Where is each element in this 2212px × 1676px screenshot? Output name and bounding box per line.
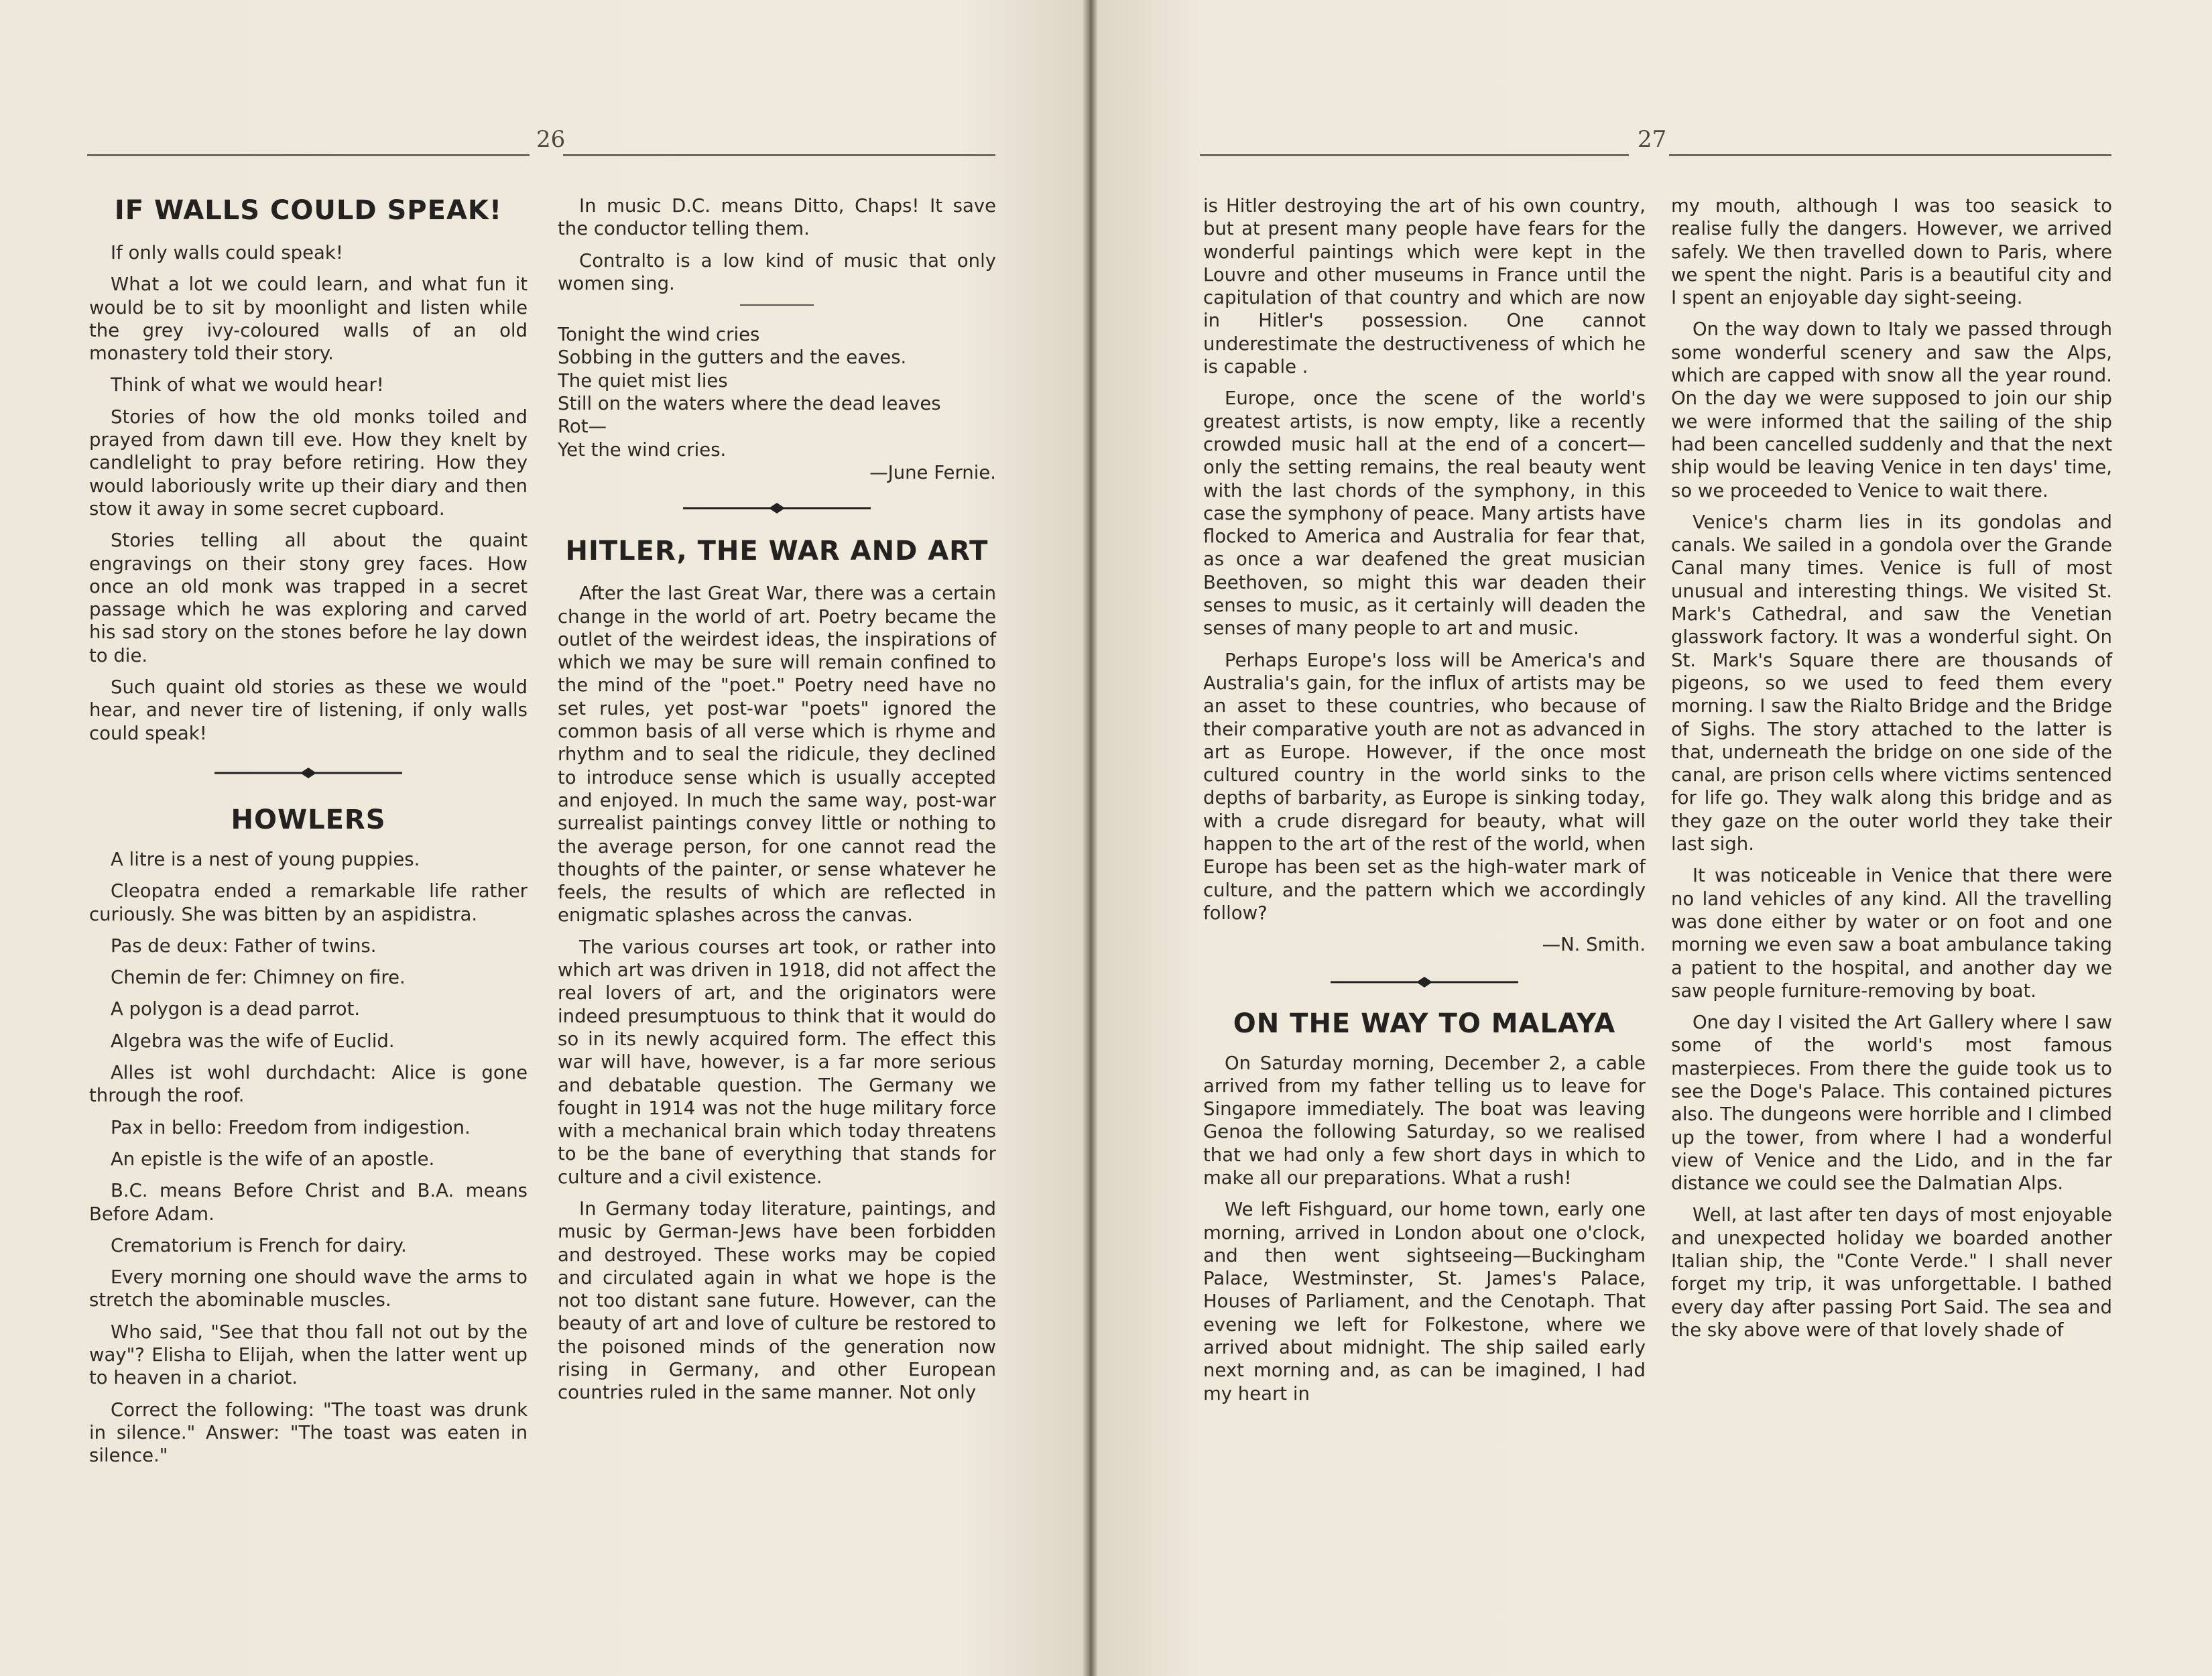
malaya-paragraph: It was noticeable in Venice that there were no land vehicles of any kind. All the travelling was done either by water or on foot and one morning we even saw a boat ambulance taking a patient to the hospital, and another day we saw people furniture-removing by boat. bbox=[1671, 865, 2112, 1002]
walls-paragraph: Such quaint old stories as these we would hear, and never tire of listening, if only walls could speak! bbox=[89, 676, 528, 744]
hitler-heading: HITLER, THE WAR AND ART bbox=[565, 536, 989, 567]
howler-item: B.C. means Before Christ and B.A. means Before Adam. bbox=[89, 1180, 528, 1225]
page-number-right: 27 bbox=[1638, 126, 1667, 153]
section-divider-ornament bbox=[1331, 974, 1518, 990]
hitler-paragraph: After the last Great War, there was a certain change in the world of art. Poetry became the outlet of the weirdest ideas, the inspirations of which we may be sure will remain confined to the mind of the "poet." Poetry need have no set rules, yet post-war "poets" ignored the common basis of all verse which is rhyme and rhythm and to seal the ridicule, they declined to introduce sense which is usually accepted and enjoyed. In much the same way, post-war surrealist paintings convey little or nothing to the average person, for one cannot read the thoughts of the painter, or sense whatever he feels, the results of which are reflected in enigmatic splashes across the canvas. bbox=[558, 583, 996, 926]
walls-paragraph: Stories of how the old monks toiled and prayed from dawn till eve. How they knelt by candlelight to pray before retiring. How they would laboriously write up their diary and then stow it away in some secret cupboard. bbox=[89, 406, 528, 520]
hitler-author: —N. Smith. bbox=[1542, 934, 1646, 956]
howler-item: Cleopatra ended a remarkable life rather curiously. She was bitten by an aspidistra. bbox=[89, 880, 528, 925]
howler-item: Correct the following: "The toast was drunk in silence." Answer: "The toast was eaten in silence." bbox=[89, 1398, 528, 1467]
howler-item: Chemin de fer: Chimney on fire. bbox=[111, 967, 406, 989]
malaya-heading: ON THE WAY TO MALAYA bbox=[1233, 1008, 1616, 1039]
hitler-paragraph: The various courses art took, or rather into which art was driven in 1918, did not affect the real lovers of art, and the originators were indeed presumptuous to think that it would do so in its newly acquired form. The effect this war will have, however, is a far more serious and debatable question. The Germany we fought in 1914 was not the huge military force with a mechanical brain which today threatens to be the bane of everything that stands for culture and a civil existence. bbox=[558, 936, 996, 1188]
howler-item: A litre is a nest of young puppies. bbox=[111, 848, 420, 870]
poem-line: Sobbing in the gutters and the eaves. bbox=[558, 347, 907, 369]
malaya-paragraph: We left Fishguard, our home town, early one morning, arrived in London about one o'clock, and then went sightseeing—Buckingham Palace, Westminster, St. James's Palace, Houses of Parliament, and the Cenotaph. That evening we left for Folkestone, where we arrived about midnight. The ship sailed early next morning and, as can be imagined, I had my heart in bbox=[1203, 1199, 1646, 1404]
malaya-paragraph: Well, at last after ten days of most enjoyable and unexpected holiday we boarded another Italian ship, the "Conte Verde." I shall never forget my trip, it was unforgettable. I bathed every day after passing Port Said. The sea and the sky above were of that lovely shade of bbox=[1671, 1204, 2112, 1341]
poem-separator-rule bbox=[740, 304, 814, 306]
page-number-left: 26 bbox=[536, 126, 566, 153]
header-rule-right-2 bbox=[1669, 154, 2111, 156]
right-column-1 bbox=[1203, 194, 1646, 1414]
poem-line: Rot— bbox=[558, 416, 607, 438]
howler-item: Pax in bello: Freedom from indigestion. bbox=[111, 1116, 471, 1138]
walls-paragraph: Stories telling all about the quaint engravings on their stony grey faces. How once an old monk was trapped in a secret passage which he was exploring and carved his sad story on the stones before he lay down to die. bbox=[89, 530, 528, 666]
howler-item: Contralto is a low kind of music that only women sing. bbox=[558, 249, 996, 294]
malaya-paragraph: my mouth, although I was too seasick to realise fully the dangers. However, we arrived safely. We then travelled down to Paris, where we spent the night. Paris is a beautiful city and I spent an enjoyable day sight-seeing. bbox=[1671, 195, 2112, 309]
poem-line: Still on the waters where the dead leaves bbox=[558, 393, 941, 415]
malaya-paragraph: Venice's charm lies in its gondolas and canals. We sailed in a gondola over the Grande Canal many times. Venice is full of most unusual and interesting things. We visited St. Mark's Cathedral, and saw the Venetian glasswork factory. It was a wonderful sight. On St. Mark's Square there are thousands of pigeons, so we used to feed them every morning. I saw the Rialto Bridge and the Bridge of Sighs. The story attached to the latter is that, underneath the bridge on one side of the canal, are prison cells where victims sentenced for life go. They walk along this bridge and as they gaze on the outer world they take their last sigh. bbox=[1671, 511, 2112, 855]
hitler-paragraph: is Hitler destroying the art of his own country, but at present many people have fears for the wonderful paintings which were kept in the Louvre and other museums in France until the capitulation of that country and which are now in Hitler's possession. One cannot underestimate the destructiveness of which he is capable . bbox=[1203, 195, 1646, 378]
header-rule-left-2 bbox=[563, 154, 995, 156]
walls-paragraph: What a lot we could learn, and what fun it would be to sit by moonlight and listen while the grey ivy-coloured walls of an old monastery told their story. bbox=[89, 274, 528, 365]
howler-item: Every morning one should wave the arms to stretch the abominable muscles. bbox=[89, 1266, 528, 1311]
walls-paragraph: If only walls could speak! bbox=[111, 242, 343, 263]
howler-item: Pas de deux: Father of twins. bbox=[111, 935, 377, 957]
poem-line: Yet the wind cries. bbox=[558, 438, 727, 461]
walls-paragraph: Think of what we would hear! bbox=[111, 374, 384, 396]
malaya-paragraph: On the way down to Italy we passed through some wonderful scenery and saw the Alps, which are capped with snow all the year round. On the day we were supposed to join our ship we were informed that the sailing of the ship had been cancelled suddenly and that the next ship would be leaving Venice in ten days' time, so we proceeded to Venice to wait there. bbox=[1671, 318, 2112, 501]
poem-line: The quiet mist lies bbox=[558, 369, 728, 392]
header-rule-right bbox=[1200, 154, 1629, 156]
poem-author: —June Fernie. bbox=[869, 461, 996, 483]
howler-item: In music D.C. means Ditto, Chaps! It save the conductor telling them. bbox=[558, 195, 996, 240]
howler-item: Algebra was the wife of Euclid. bbox=[111, 1030, 395, 1052]
walls-heading: IF WALLS COULD SPEAK! bbox=[114, 195, 503, 226]
section-divider-ornament bbox=[683, 500, 871, 516]
left-column-1 bbox=[89, 194, 528, 1476]
howler-item: Who said, "See that thou fall not out by the way"? Elisha to Elijah, when the latter went up to heaven in a chariot. bbox=[89, 1321, 528, 1389]
section-divider-ornament bbox=[214, 765, 402, 781]
malaya-paragraph: One day I visited the Art Gallery where I saw some of the world's most famous masterpieces. From there the guide took us to see the Doge's Palace. This contained pictures also. The dungeons were horrible and I climbed up the tower, from where I had a wonderful view of Venice and the Lido, and in the far distance we could see the Dalmatian Alps. bbox=[1671, 1012, 2112, 1195]
hitler-paragraph: In Germany today literature, paintings, and music by German-Jews have been forbidden and destroyed. These works may be copied and circulated again in what we hope is the not too distant sane future. However, can the beauty of art and love of culture be restored to the poisoned minds of the generation now rising in Germany, and other European countries ruled in the same manner. Not only bbox=[558, 1197, 996, 1404]
howler-item: Alles ist wohl durchdacht: Alice is gone through the roof. bbox=[89, 1062, 528, 1107]
book-spine bbox=[1083, 0, 1097, 1676]
left-column-2 bbox=[558, 194, 996, 1413]
hitler-paragraph: Europe, once the scene of the world's greatest artists, is now empty, like a recently crowded music hall at the end of a concert—only the setting remains, the real beauty went with the last chords of the symphony, in this case the symphony of peace. Many artists have flocked to America and Australia for fear that, as once a war deafened the great musician Beethoven, so might this war deaden their senses to music, as it certainly will deaden the senses of many people to art and music. bbox=[1203, 387, 1646, 640]
malaya-paragraph: On Saturday morning, December 2, a cable arrived from my father telling us to leave for Singapore immediately. The boat was leaving Genoa the following Saturday, so we realised that we had only a few short days in which to make all our preparations. What a rush! bbox=[1203, 1052, 1646, 1189]
howler-item: Crematorium is French for dairy. bbox=[111, 1234, 407, 1256]
poem bbox=[558, 323, 996, 484]
howler-item: A polygon is a dead parrot. bbox=[111, 998, 361, 1020]
header-rule-left bbox=[87, 154, 530, 156]
hitler-paragraph: Perhaps Europe's loss will be America's and Australia's gain, for the influx of artists may be an asset to these countries, who because of their comparative youth are not as advanced in art as Europe. However, if the once most cultured country in the world sinks to the depths of barbarity, as Europe is sinking today, with a crude disregard for beauty, what will happen to the art of the rest of the world, when Europe has been set as the high-water mark of culture, and the pattern which we accordingly follow? bbox=[1203, 649, 1646, 924]
howler-item: An epistle is the wife of an apostle. bbox=[111, 1148, 435, 1170]
right-column-2 bbox=[1671, 194, 2112, 1350]
howlers-heading: HOWLERS bbox=[231, 804, 386, 835]
poem-line: Tonight the wind cries bbox=[558, 324, 760, 346]
